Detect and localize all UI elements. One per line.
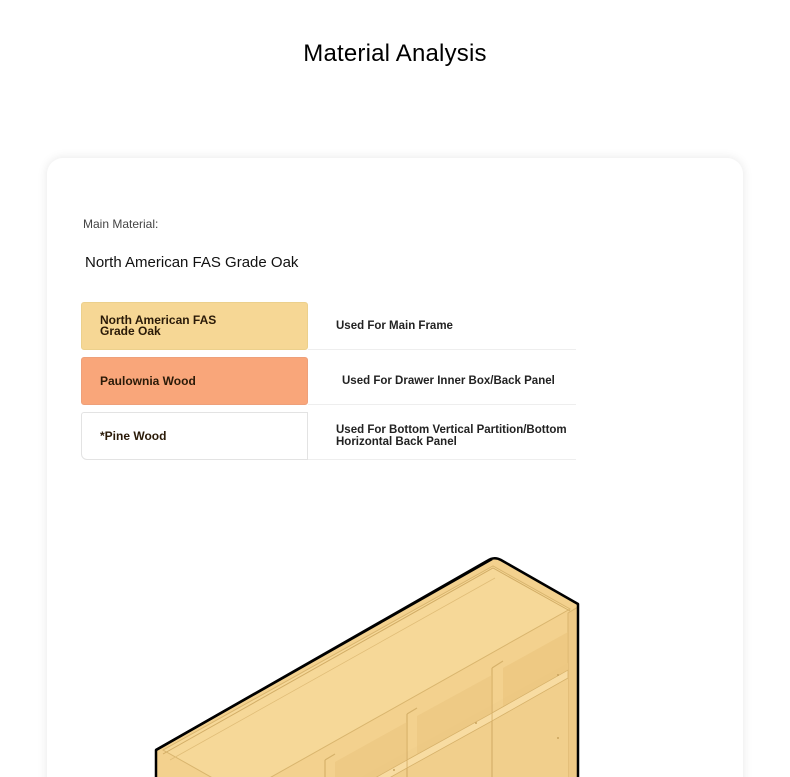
material-usage-label: Used For Bottom Vertical Partition/Bottom Horizontal Back Panel xyxy=(336,423,567,448)
main-material-value: North American FAS Grade Oak xyxy=(85,254,299,271)
material-usage-label: Used For Drawer Inner Box/Back Panel xyxy=(342,374,555,387)
material-row xyxy=(81,302,576,350)
material-name-label: Paulownia Wood xyxy=(100,373,196,388)
material-usage-oak xyxy=(308,302,576,350)
main-material-label: Main Material: xyxy=(83,217,159,231)
material-usage-pine xyxy=(308,412,576,460)
material-row xyxy=(81,357,576,405)
material-name-oak xyxy=(81,302,308,350)
material-name-label: North American FAS Grade Oak xyxy=(100,313,217,338)
page-title: Material Analysis xyxy=(303,40,487,67)
material-name-paulownia xyxy=(81,357,308,405)
material-card xyxy=(47,158,743,777)
material-row xyxy=(81,412,576,460)
material-usage-label: Used For Main Frame xyxy=(336,319,453,332)
material-name-pine xyxy=(81,412,308,460)
material-usage-paulownia xyxy=(308,357,576,405)
cabinet-illustration xyxy=(47,158,743,777)
material-name-label: *Pine Wood xyxy=(100,428,167,443)
material-table xyxy=(81,302,576,467)
